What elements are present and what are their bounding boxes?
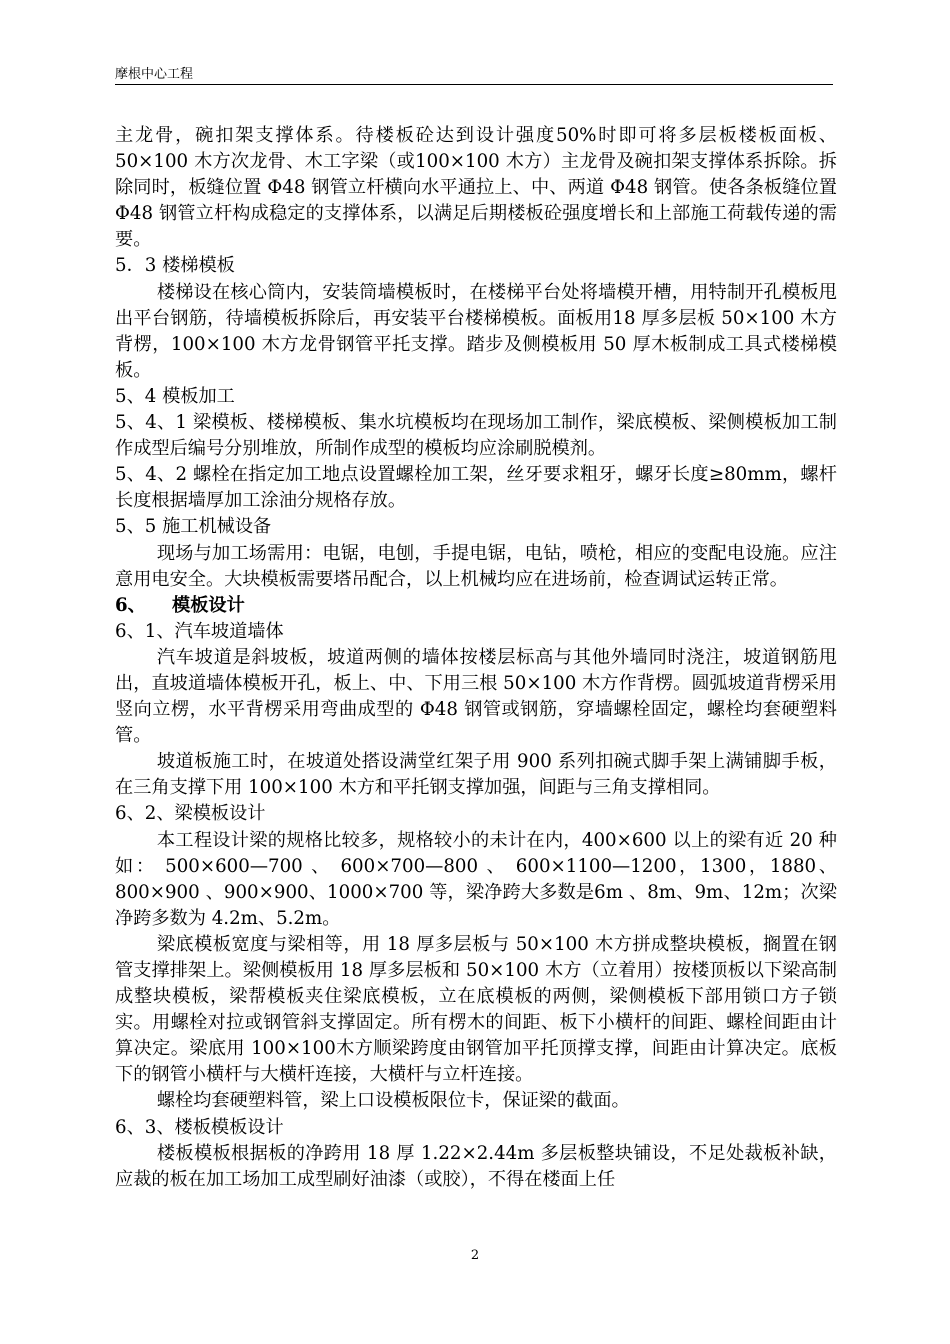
chapter-heading-6 (115, 593, 837, 619)
paragraph-ramp-slab: 坡道板施工时，在坡道处搭设满堂红架子用 900 系列扣碗式脚手架上满铺脚手板，在三角支撑下用 100×100 木方和平托钢支撑加强，间距与三角支撑相同。 (115, 751, 837, 799)
page-number: 2 (470, 1248, 480, 1263)
chapter-number: 6、 (115, 594, 146, 616)
section-heading-6-2: 6、2、梁模板设计 (115, 803, 266, 825)
paragraph-ramp-walls: 汽车坡道是斜坡板，坡道两侧的墙体按楼层标高与其他外墙同时浇注，坡道钢筋甩出，直坡道墙体模板开孔，板上、中、下用三根 50×100 木方作背楞。圆弧坡道背楞采用竖向立楞，水平背楞采用弯曲成型的 Φ48 钢管或钢筋，穿墙螺栓固定，螺栓均套硬塑料管。 (115, 646, 837, 747)
paragraph-stair-formwork: 楼梯设在核心筒内，安装筒墙模板时，在楼梯平台处将墙模开槽，用特制开孔模板甩出平台钢筋，待墙模板拆除后，再安装平台楼梯模板。面板用18 厚多层板 50×100 木方背楞，100×100 木方龙骨钢管平托支撑。踏步及侧模板用 50 厚木板制成工具式楼梯模板。 (115, 281, 837, 381)
paragraph-continuation: 主龙骨，碗扣架支撑体系。待楼板砼达到设计强度50%时即可将多层板楼板面板、50×100 木方次龙骨、木工字梁（或100×100 木方）主龙骨及碗扣架支撑体系拆除。拆除同时，板缝位置 Φ48 钢管立杆横向水平通拉上、中、两道 Φ48 钢管。使各条板缝位置 Φ48 钢管立杆构成稳定的支撑体系，以满足后期楼板砼强度增长和上部施工荷载传递的需要。 (115, 125, 837, 251)
paragraph-beam-bolts: 螺栓均套硬塑料管，梁上口设模板限位卡，保证梁的截面。 (156, 1090, 630, 1112)
chapter-title: 模板设计 (172, 594, 245, 616)
running-header: 摩根中心工程 (115, 67, 194, 82)
section-heading-5-5: 5、5 施工机械设备 (115, 516, 272, 538)
section-heading-6-3: 6、3、楼板模板设计 (115, 1116, 284, 1138)
item-5-4-1: 5、4、1 梁模板、楼梯模板、集水坑模板均在现场加工制作，梁底模板、梁侧模板加工制作成型后编号分别堆放，所制作成型的模板均应涂刷脱模剂。 (115, 412, 837, 460)
header-rule (115, 84, 833, 85)
paragraph-beam-formwork: 梁底模板宽度与梁相等，用 18 厚多层板与 50×100 木方拼成整块模板，搁置在钢管支撑排架上。梁侧模板用 18 厚多层板和 50×100 木方（立着用）按楼顶板以下梁高制成整块模板，梁帮模板夹住梁底模板，立在底模板的两侧，梁侧模板下部用锁口方子锁实。用螺栓对拉或钢管斜支撑固定。所有楞木的间距、板下小横杆的间距、螺栓间距由计算决定。梁底用 100×100木方顺梁跨度由钢管加平托顶撑支撑，间距由计算决定。底板下的钢管小横杆与大横杆连接，大横杆与立杆连接。 (115, 933, 837, 1086)
item-5-4-2: 5、4、2 螺栓在指定加工地点设置螺栓加工架，丝牙要求粗牙，螺牙长度≥80mm，螺杆长度根据墙厚加工涂油分规格存放。 (115, 464, 837, 512)
section-heading-6-1: 6、1、汽车坡道墙体 (115, 620, 284, 642)
paragraph-machinery: 现场与加工场需用：电锯，电刨，手提电锯，电钻，喷枪，相应的变配电设施。应注意用电安全。大块模板需要塔吊配合，以上机械均应在进场前，检查调试运转正常。 (115, 542, 837, 590)
body-text (115, 123, 837, 1193)
section-heading-5-3: 5．3 楼梯模板 (115, 255, 235, 277)
paragraph-slab-formwork: 楼板模板根据板的净跨用 18 厚 1.22×2.44m 多层板整块铺设，不足处裁板补缺，应裁的板在加工场加工成型刷好油漆（或胶），不得在楼面上任 (115, 1142, 837, 1190)
section-heading-5-4: 5、4 模板加工 (115, 385, 235, 407)
paragraph-beam-specs: 本工程设计梁的规格比较多，规格较小的未计在内，400×600 以上的梁有近 20 种如： 500×600—700 、 600×700—800 、 600×1100—1200，1300，1880、800×900 、900×900、1000×700 等，梁净跨大多数是6m 、8m、9m、12m；次梁净跨多数为 4.2m、5.2m。 (115, 829, 837, 929)
